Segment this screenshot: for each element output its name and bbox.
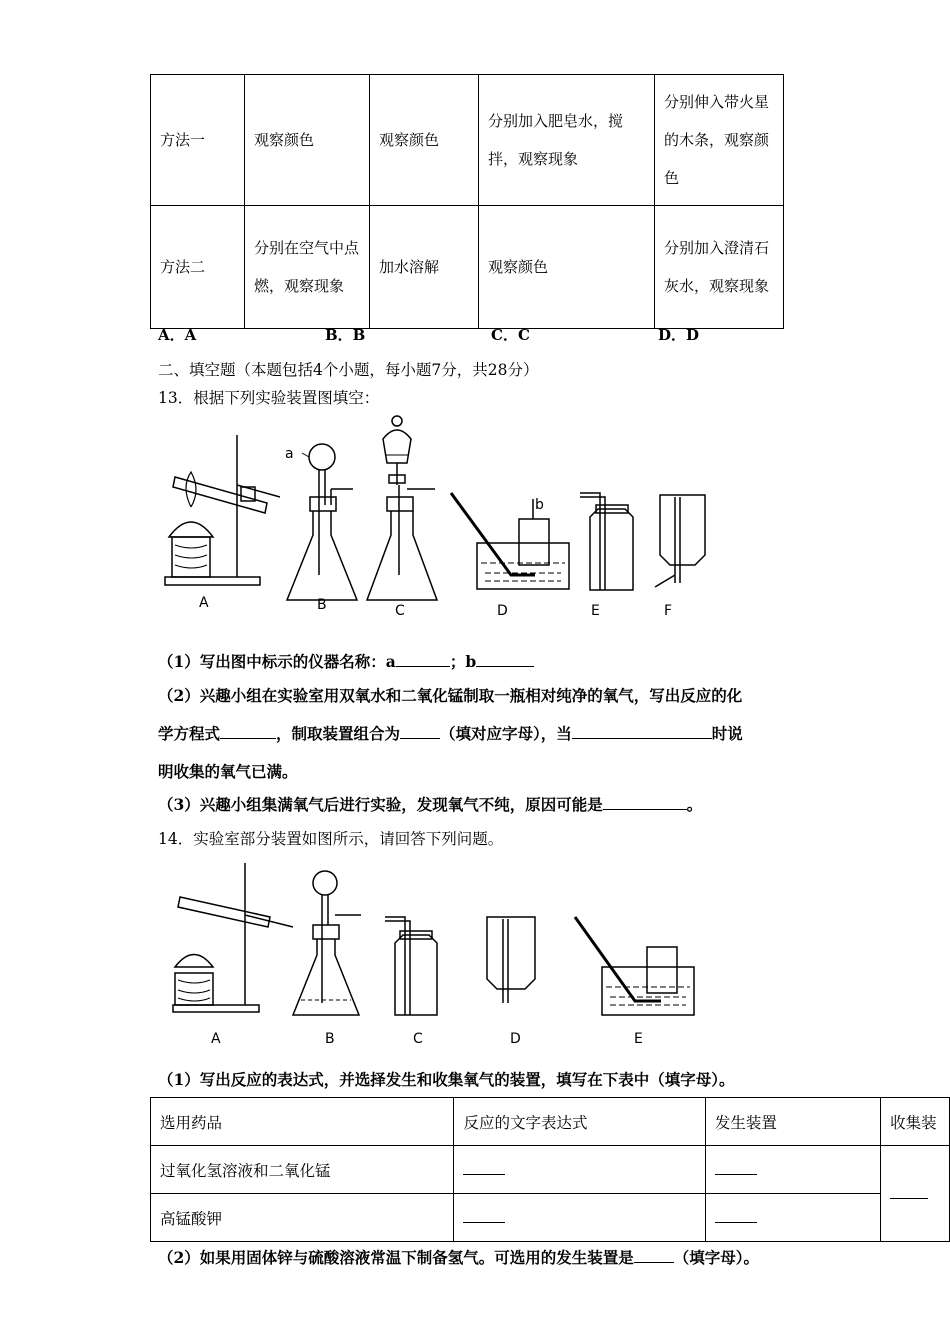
q14-part2-end: （填字母）。 [673, 1248, 760, 1267]
fig-label-b: B [325, 1031, 335, 1047]
q13-part3 [158, 793, 702, 815]
table-row [151, 1194, 950, 1242]
table-cell: 分别在空气中点燃，观察现象 [245, 206, 370, 329]
apparatus-figure-14 [165, 855, 705, 1035]
fig-label-c: C [413, 1031, 423, 1047]
apparatus-c [367, 416, 437, 600]
answer-options [158, 324, 758, 344]
table-cell: 加水溶解 [370, 206, 479, 329]
q13-part2-line2 [158, 722, 743, 744]
q13-part3-end: 。 [686, 795, 703, 814]
table-cell [454, 1194, 705, 1242]
mark-b-label: b [535, 497, 544, 513]
q13-part3-text: （3）兴趣小组集满氧气后进行实验，发现氧气不纯，原因可能是 [158, 795, 603, 814]
q14-part2-text: （2）如果用固体锌与硫酸溶液常温下制备氢气。可选用的发生装置是 [158, 1248, 634, 1267]
answer-blank[interactable] [400, 724, 440, 739]
answer-blank[interactable] [715, 1160, 757, 1175]
fig-label-b: B [317, 597, 327, 613]
apparatus-e [580, 493, 633, 590]
answer-blank[interactable] [220, 724, 276, 739]
q14-part2 [158, 1246, 759, 1268]
answer-blank[interactable] [603, 795, 687, 810]
fig-label-d: D [510, 1031, 521, 1047]
q13-part2-text: （填对应字母），当 [440, 724, 572, 743]
table-cell: 分别加入肥皂水，搅拌，观察现象 [479, 75, 655, 206]
table-header-row [151, 1098, 950, 1146]
table-cell: 观察颜色 [479, 206, 655, 329]
answer-blank[interactable] [572, 724, 712, 739]
option-c[interactable]: C．C [491, 326, 530, 344]
table-cell: 观察颜色 [370, 75, 479, 206]
table-cell [705, 1194, 880, 1242]
table-cell: 观察颜色 [245, 75, 370, 206]
table-cell [705, 1146, 880, 1194]
option-a[interactable]: A．A [158, 326, 197, 344]
fig-label-e: E [591, 603, 600, 619]
apparatus-b [287, 444, 357, 600]
header-cell: 选用药品 [151, 1098, 454, 1146]
apparatus-e [575, 917, 694, 1015]
table-cell [454, 1146, 705, 1194]
q13-part1-sep: ；b [449, 652, 477, 671]
apparatus-figure-13 [155, 405, 715, 625]
q13-part2-text: 学方程式 [158, 724, 221, 743]
section-heading: 二、填空题（本题包括4个小题，每小题7分，共28分） [158, 361, 539, 379]
fig-label-e: E [634, 1031, 643, 1047]
fig-label-f: F [664, 603, 673, 619]
option-d[interactable]: D．D [658, 326, 700, 344]
table-cell: 高锰酸钾 [151, 1194, 454, 1242]
fig-label-a: A [211, 1031, 221, 1047]
answer-blank[interactable] [476, 652, 534, 667]
table-cell: 过氧化氢溶液和二氧化锰 [151, 1146, 454, 1194]
table-row [151, 1146, 950, 1194]
table-cell [881, 1146, 950, 1242]
question-13-title: 13．根据下列实验装置图填空： [158, 389, 380, 407]
row-label: 方法一 [151, 75, 245, 206]
question-14-title: 14．实验室部分装置如图所示，请回答下列问题。 [158, 830, 504, 848]
answer-blank[interactable] [634, 1248, 674, 1263]
option-b[interactable]: B．B [325, 326, 366, 344]
reaction-table [150, 1097, 950, 1242]
header-cell: 反应的文字表达式 [454, 1098, 705, 1146]
table-row [151, 75, 784, 206]
answer-blank[interactable] [890, 1184, 928, 1199]
q13-part2-line1: （2）兴趣小组在实验室用双氧水和二氧化锰制取一瓶相对纯净的氧气，写出反应的化 [158, 686, 743, 705]
apparatus-c [385, 917, 437, 1015]
mark-a-label: a [285, 446, 294, 462]
header-cell: 收集装 [881, 1098, 950, 1146]
row-label: 方法二 [151, 206, 245, 329]
q13-part1-text: （1）写出图中标示的仪器名称：a [158, 652, 396, 671]
apparatus-f [655, 495, 705, 587]
q13-part1 [158, 650, 534, 672]
q13-part2-text: ，制取装置组合为 [276, 724, 401, 743]
fig-label-a: A [199, 595, 209, 611]
fig-label-d: D [497, 603, 508, 619]
table-row [151, 206, 784, 329]
methods-table [150, 74, 784, 329]
apparatus-b [293, 871, 361, 1015]
table-cell: 分别加入澄清石灰水，观察现象 [655, 206, 784, 329]
apparatus-d [487, 917, 535, 1003]
apparatus-a [165, 435, 280, 585]
fig-label-c: C [395, 603, 405, 619]
q14-part1: （1）写出反应的表达式，并选择发生和收集氧气的装置，填写在下表中（填字母）。 [158, 1070, 735, 1089]
answer-blank[interactable] [715, 1208, 757, 1223]
q13-part2-line3: 明收集的氧气已满。 [158, 762, 298, 781]
header-cell: 发生装置 [705, 1098, 880, 1146]
apparatus-a [173, 863, 293, 1012]
answer-blank[interactable] [396, 652, 450, 667]
answer-blank[interactable] [463, 1160, 505, 1175]
answer-blank[interactable] [463, 1208, 505, 1223]
q13-part2-text: 时说 [711, 724, 743, 743]
table-cell: 分别伸入带火星的木条，观察颜色 [655, 75, 784, 206]
apparatus-d [451, 493, 569, 589]
